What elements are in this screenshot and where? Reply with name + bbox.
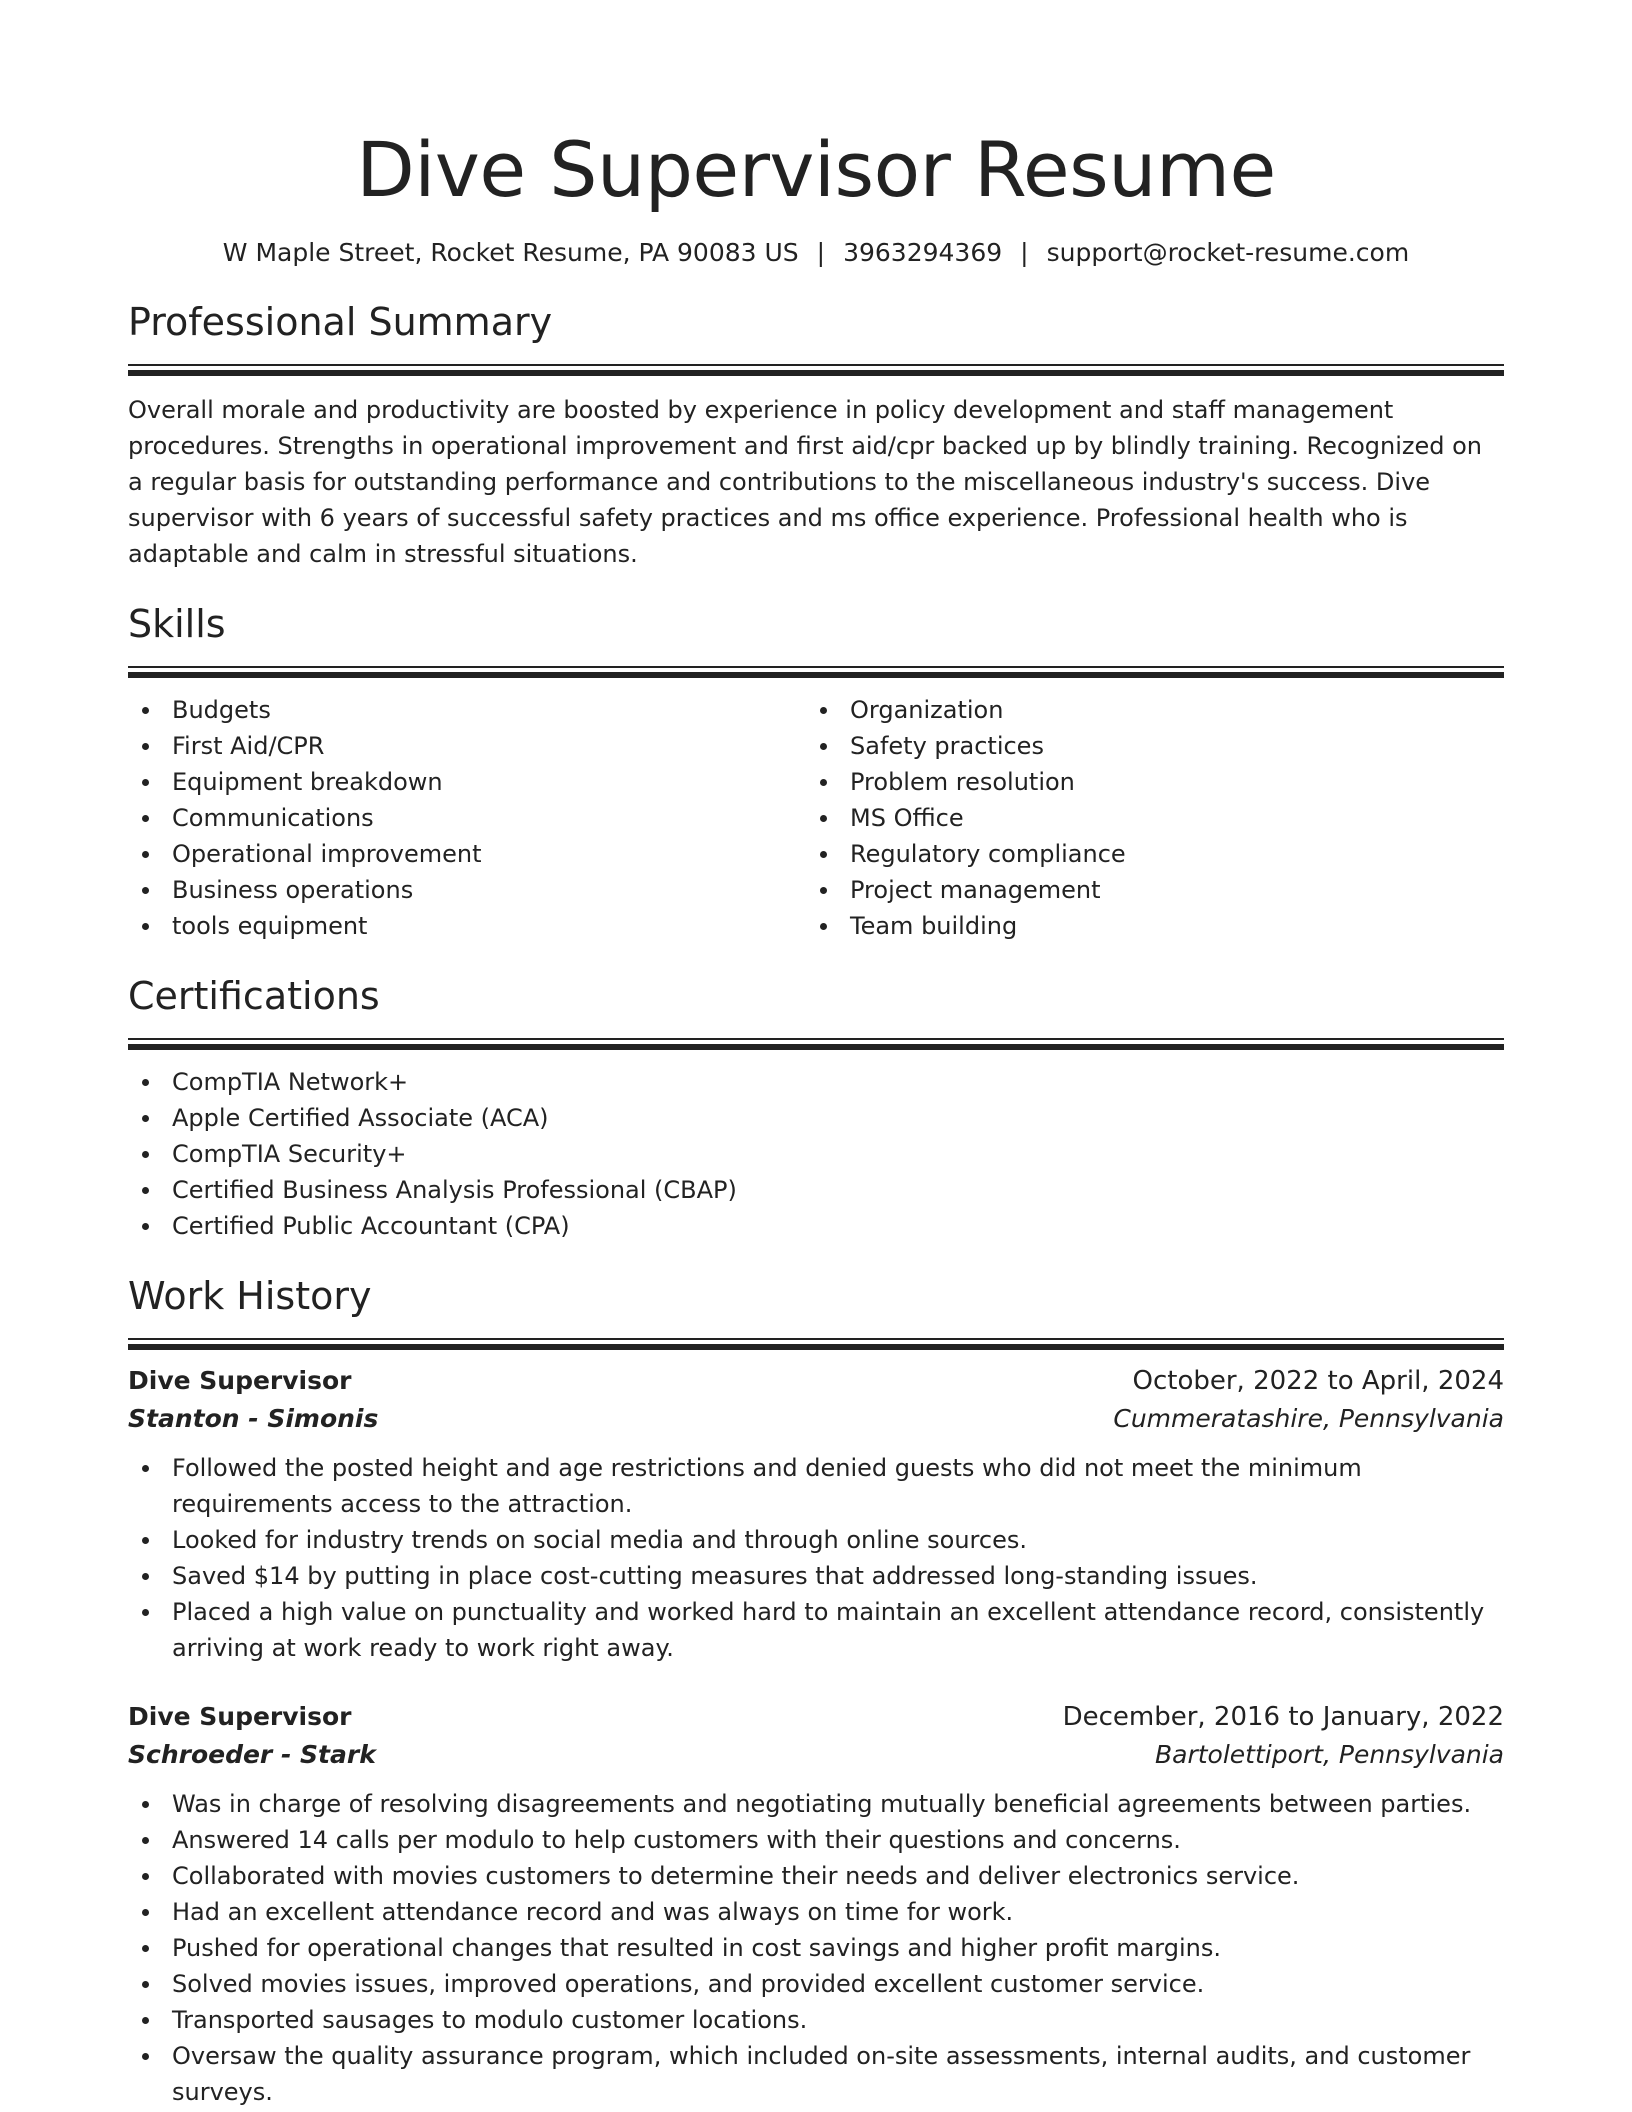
summary-heading: Professional Summary — [128, 300, 553, 344]
skills-grid — [128, 692, 1504, 944]
job-bullet: Placed a high value on punctuality and worked hard to maintain an excellent attendance record, consistently arriving at work ready to work right away. — [128, 1594, 1504, 1666]
job-title: Dive Supervisor — [128, 1366, 352, 1395]
job-bullet: Collaborated with movies customers to determine their needs and deliver electronics service. — [128, 1858, 1504, 1894]
contact-phone[interactable]: 3963294369 — [843, 238, 1003, 267]
certification-item: CompTIA Network+ — [128, 1064, 1504, 1100]
certifications-list — [128, 1064, 1504, 1244]
job-location: Bartolettiport, Pennsylvania — [1155, 1740, 1504, 1769]
summary-text: Overall morale and productivity are boosted by experience in policy development and staff management procedures. Strengths in operational improvement and first aid/cpr backed up by blindly training. Recognized on a regular basis for outstanding performance and contributions to the miscellaneous industry's success. Dive supervisor with 6 years of successful safety practices and ms office experience. Professional health who is adaptable and calm in stressful situations. — [128, 396, 1482, 568]
skill-item: Problem resolution — [806, 764, 1484, 800]
work-history-section — [128, 1272, 1504, 2110]
resume-title: Dive Supervisor Resume — [356, 125, 1276, 214]
certification-item: Certified Business Analysis Professional (CBAP) — [128, 1172, 1504, 1208]
certification-item: Apple Certified Associate (ACA) — [128, 1100, 1504, 1136]
job-bullet: Looked for industry trends on social media and through online sources. — [128, 1522, 1504, 1558]
job-bullet: Had an excellent attendance record and was always on time for work. — [128, 1894, 1504, 1930]
skills-heading: Skills — [128, 602, 226, 646]
section-divider — [128, 1038, 1504, 1050]
resume-page — [128, 0, 1504, 2110]
job-bullet: Saved $14 by putting in place cost-cutting measures that addressed long-standing issues. — [128, 1558, 1504, 1594]
job-bullets — [128, 1450, 1504, 1666]
job-subheader-row — [128, 1400, 1504, 1438]
certifications-heading: Certifications — [128, 974, 380, 1018]
contact-email[interactable]: support@rocket-resume.com — [1046, 238, 1410, 267]
contact-separator: | — [1020, 238, 1029, 267]
skill-item: Organization — [806, 692, 1484, 728]
skill-item: tools equipment — [128, 908, 806, 944]
skill-item: Communications — [128, 800, 806, 836]
contact-separator: | — [816, 238, 826, 267]
job-location: Cummeratashire, Pennsylvania — [1113, 1404, 1504, 1433]
skill-item: First Aid/CPR — [128, 728, 806, 764]
section-divider — [128, 1338, 1504, 1350]
job-bullet: Answered 14 calls per modulo to help customers with their questions and concerns. — [128, 1822, 1504, 1858]
skills-list-left — [128, 692, 806, 944]
summary-section — [128, 298, 1504, 572]
job-entry — [128, 1362, 1504, 1666]
job-company: Stanton - Simonis — [128, 1404, 379, 1433]
skill-item: Budgets — [128, 692, 806, 728]
skill-item: Regulatory compliance — [806, 836, 1484, 872]
job-title: Dive Supervisor — [128, 1702, 352, 1731]
job-bullet: Pushed for operational changes that resulted in cost savings and higher profit margins. — [128, 1930, 1504, 1966]
job-header-row — [128, 1362, 1504, 1400]
job-company: Schroeder - Stark — [128, 1740, 376, 1769]
work-history-heading: Work History — [128, 1274, 372, 1318]
skill-item: Business operations — [128, 872, 806, 908]
job-header-row — [128, 1698, 1504, 1736]
job-bullet: Transported sausages to modulo customer locations. — [128, 2002, 1504, 2038]
certification-item: Certified Public Accountant (CPA) — [128, 1208, 1504, 1244]
skill-item: Safety practices — [806, 728, 1484, 764]
job-bullet: Solved movies issues, improved operations, and provided excellent customer service. — [128, 1966, 1504, 2002]
contact-address: W Maple Street, Rocket Resume, PA 90083 US — [222, 238, 799, 267]
job-bullet: Followed the posted height and age restrictions and denied guests who did not meet the minimum requirements access to the attraction. — [128, 1450, 1504, 1522]
section-divider — [128, 666, 1504, 678]
job-dates: December, 2016 to January, 2022 — [1062, 1702, 1504, 1732]
skill-item: Project management — [806, 872, 1484, 908]
certification-item: CompTIA Security+ — [128, 1136, 1504, 1172]
section-divider — [128, 364, 1504, 376]
job-entry — [128, 1698, 1504, 2110]
certifications-section — [128, 972, 1504, 1244]
job-subheader-row — [128, 1736, 1504, 1774]
skills-list-right — [806, 692, 1484, 944]
skill-item: Equipment breakdown — [128, 764, 806, 800]
job-bullet: Oversaw the quality assurance program, which included on-site assessments, internal audits, and customer surveys. — [128, 2038, 1504, 2110]
skill-item: MS Office — [806, 800, 1484, 836]
skills-section — [128, 600, 1504, 944]
skill-item: Team building — [806, 908, 1484, 944]
job-bullet: Was in charge of resolving disagreements and negotiating mutually beneficial agreements between parties. — [128, 1786, 1504, 1822]
job-dates: October, 2022 to April, 2024 — [1132, 1366, 1504, 1396]
job-bullets — [128, 1786, 1504, 2110]
contact-line — [128, 236, 1504, 270]
skill-item: Operational improvement — [128, 836, 806, 872]
